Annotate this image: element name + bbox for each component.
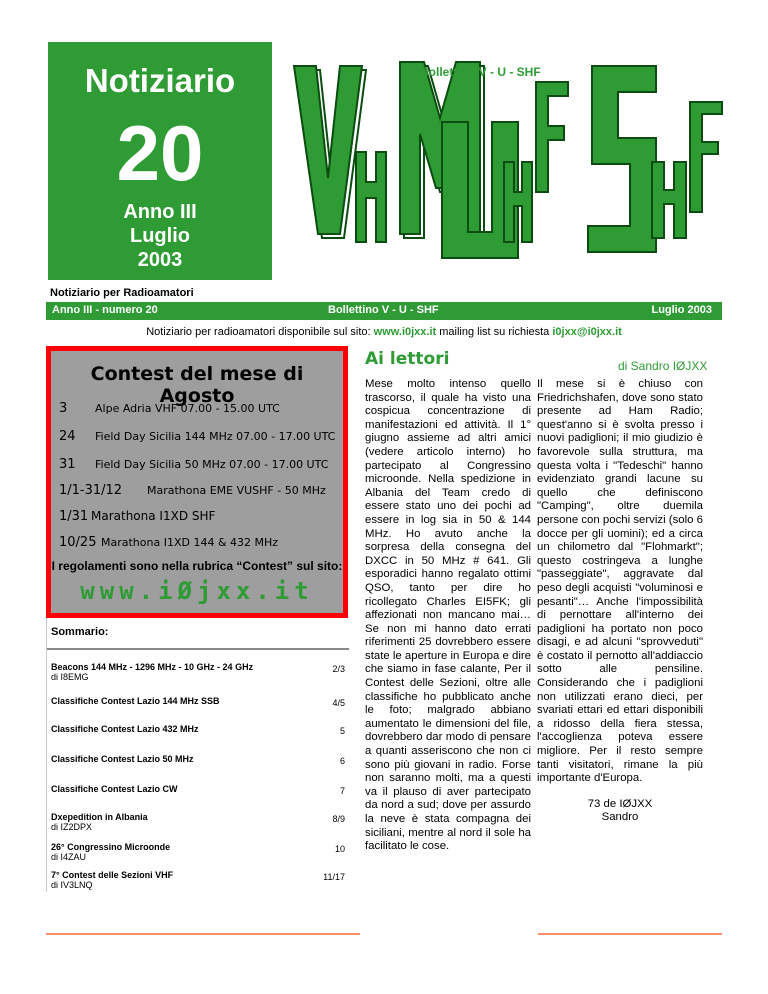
- article-column-1: Mese molto intenso quello trascorso, il quale ha visto una cospicua concentrazione di manifestazioni ed attività. Il 1° giugno assieme ad altri amici (vedere articolo interno) ho partecipato al Congressino microonde. Nella spedizione in Albania del Team credo di essere stato uno dei pochi ad essere in log sia in 50 & 144 MHz. Ho avuto anche la sorpresa della consegna del DXCC in 50 MHz # 641. Gli esporadici hanno regalato ottimi QSO, tanto per dire ho ricollegato Charles EI5FK; gli affezionati non mancano mai… Se non mi hanno dato errati riferimenti 25 dovrebbero essere state le aperture in Europa e dire che siamo in fase calante, Per il Contest delle Sezioni, oltre alle classifiche ho pubblicato anche le foto; malgrado abbiano aumentato le dimensioni del file, dovrebbero dar modo di pensare a quanti asseriscono che non ci sono più giovani in radio. Forse non saranno molti, ma a questi va il plauso di aver partecipato da nord a sud; dove per assurdo la neve è stata compagna dei siciliani, mentre al nord il sole ha facilitato le cose.: [365, 378, 531, 853]
- site-url-link[interactable]: www.i0jxx.it: [373, 326, 437, 338]
- toc-item[interactable]: [51, 696, 345, 706]
- toc-title: Classifiche Contest Lazio 50 MHz: [51, 754, 194, 764]
- contest-event: Field Day Sicilia 50 MHz 07.00 - 17.00 UTC: [95, 458, 329, 471]
- contest-row: [59, 429, 335, 444]
- subheader: Notiziario per Radioamatori: [50, 287, 194, 299]
- toc-title: Classifiche Contest Lazio CW: [51, 784, 178, 794]
- signature-line-1: 73 de IØJXX: [587, 797, 653, 810]
- issue-month: Luglio: [130, 225, 190, 247]
- toc-page: 2/3: [332, 664, 345, 674]
- contest-event: Marathona I1XD SHF: [91, 509, 216, 523]
- article-title: Ai lettori: [365, 349, 450, 369]
- toc-page: 10: [334, 844, 345, 854]
- article-signature: [537, 798, 703, 825]
- article-column-2: [537, 378, 703, 825]
- contest-event: Field Day Sicilia 144 MHz 07.00 - 17.00 UTC: [95, 430, 336, 443]
- contest-row: [59, 401, 280, 416]
- contest-row: [59, 457, 328, 472]
- masthead-title: Notiziario: [84, 62, 236, 99]
- issue-number: 20: [116, 109, 204, 197]
- toc-title: 7° Contest delle Sezioni VHF: [51, 870, 174, 880]
- toc-author: di IV3LNQ: [51, 880, 93, 890]
- issue-date: [48, 200, 272, 272]
- article-byline: di Sandro IØJXX: [618, 359, 708, 373]
- masthead: [48, 42, 272, 280]
- contest-url-link[interactable]: www.iØjxx.it: [80, 577, 314, 605]
- toc-author: di IZ2DPX: [51, 822, 93, 832]
- toc-item[interactable]: [51, 784, 345, 794]
- summary: [46, 618, 348, 892]
- email-link[interactable]: i0jxx@i0jxx.it: [552, 326, 622, 338]
- signature-line-2: Sandro: [601, 811, 639, 824]
- band-bulletin: Bollettino V - U - SHF: [328, 304, 439, 316]
- logo-letter-h-3: [652, 162, 686, 238]
- toc-page: 8/9: [332, 814, 345, 824]
- contest-row: [59, 509, 215, 524]
- band-date: Luglio 2003: [651, 304, 712, 316]
- toc-title: 26° Congressino Microonde: [51, 842, 171, 852]
- toc-page: 7: [339, 786, 345, 796]
- band-issue: Anno III - numero 20: [52, 304, 158, 316]
- summary-label: Sommario:: [51, 626, 109, 638]
- toc-item[interactable]: [51, 870, 345, 890]
- toc-title: Classifiche Contest Lazio 144 MHz SSB: [51, 696, 220, 706]
- logo-letter-f: [536, 82, 568, 192]
- toc-item[interactable]: [51, 724, 345, 734]
- contest-date: 24: [59, 429, 76, 444]
- contest-date: 1/1-31/12: [59, 483, 123, 498]
- toc-item[interactable]: [51, 812, 345, 832]
- header-band: [46, 302, 722, 320]
- toc-title: Classifiche Contest Lazio 432 MHz: [51, 724, 199, 734]
- logo-letter-s: [588, 66, 656, 252]
- contest-event: Alpe Adria VHF 07.00 - 15.00 UTC: [95, 402, 280, 415]
- site-line: [0, 326, 768, 338]
- contest-date: 10/25: [59, 535, 97, 550]
- issue-year-line: Anno III: [123, 201, 197, 223]
- toc-title: Dxepedition in Albania: [51, 812, 148, 822]
- contest-note: I regolamenti sono nella rubrica “Contest” sul sito:: [51, 559, 343, 573]
- toc-item[interactable]: [51, 754, 345, 764]
- contest-event: Marathona EME VUSHF - 50 MHz: [147, 484, 326, 497]
- logo-letters: [294, 62, 722, 258]
- divider: [47, 648, 349, 650]
- toc-item[interactable]: [51, 842, 345, 862]
- contest-date: 1/31: [59, 509, 89, 524]
- toc-page: 5: [339, 726, 345, 736]
- article-column-2-text: Il mese si è chiuso con Friedrichshafen, dove sono stato presente ad Ham Radio; quest'anno si è svolta presso i nuovi padiglioni; il mio giudizio è favorevole sulla struttura, ma questa volta i "Tedeschi" hanno evidenziato grandi lacune su quello che definiscono "Camping", oltre duemila persone con pochi servizi (solo 6 docce per gli uomini); ed a circa un chilometro dal "Flohmarkt"; questo costringeva a lunghe "passeggiate", aggravate dal peso degli acquisti "voluminosi e pesanti"… Anche l'impossibilità di pernottare all'interno dei padiglioni ha portato non poco disagi, e ad alcuni "sprovveduti" è costato il pernotto all'addiaccio sotto alle pensiline. Considerando che i padiglioni non utilizzati erano dieci, per svariati ettari ed ettari disponibili a ridosso della fiera stessa, l'accoglienza poteva essere migliore. Per il resto sempre tanti visitatori, rimane la più importante d'Europa.: [537, 378, 703, 785]
- toc-author: di I8EMG: [51, 672, 89, 682]
- toc-title: Beacons 144 MHz - 1296 MHz - 10 GHz - 24 GHz: [51, 662, 254, 672]
- site-line-middle: mailing list su richiesta: [439, 326, 550, 338]
- toc-page: 4/5: [332, 698, 345, 708]
- logo-subtitle: Bollettino V - U - SHF: [420, 65, 541, 79]
- contest-box: [46, 346, 348, 618]
- contest-date: 3: [59, 401, 68, 416]
- contest-title: Contest del mese di Agosto: [90, 363, 304, 407]
- logo-letter-h-1: [356, 152, 386, 242]
- logo-letter-f-2: [690, 102, 722, 212]
- toc-item[interactable]: [51, 662, 345, 682]
- contest-row: [59, 535, 278, 550]
- toc-page: 11/17: [323, 872, 345, 882]
- bottom-divider-left: [46, 933, 360, 935]
- contest-row: [59, 483, 326, 498]
- toc-page: 6: [339, 756, 345, 766]
- site-line-prefix: Notiziario per radioamatori disponibile sul sito:: [146, 326, 371, 338]
- contest-event: Marathona I1XD 144 & 432 MHz: [101, 536, 279, 549]
- contest-date: 31: [59, 457, 76, 472]
- toc-author: di I4ZAU: [51, 852, 87, 862]
- bottom-divider-right: [538, 933, 722, 935]
- issue-year: 2003: [137, 249, 183, 271]
